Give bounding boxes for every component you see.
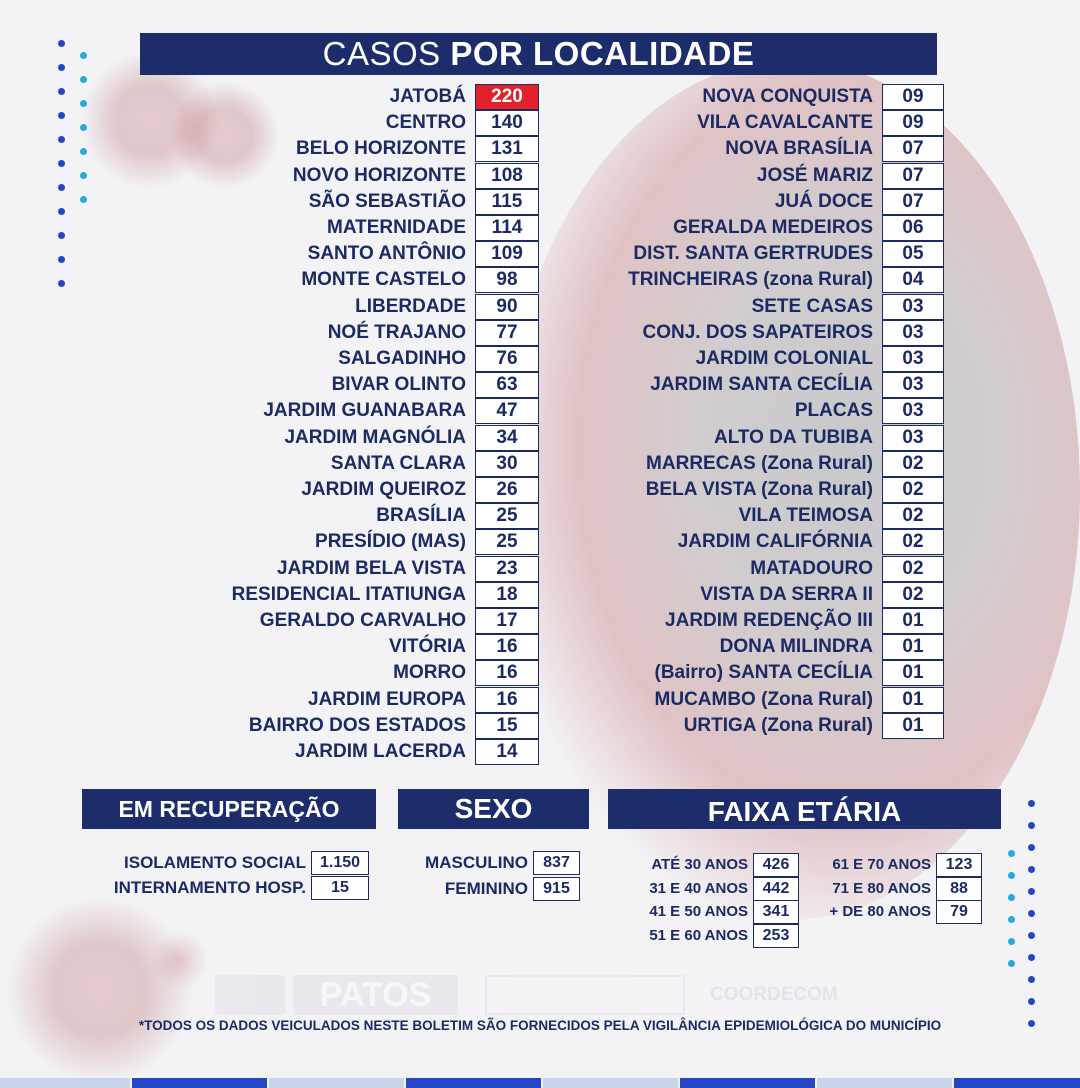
location-row: [0, 163, 924, 189]
case-count: 131: [475, 136, 539, 162]
location-name: 61 E 70 ANOS: [832, 856, 931, 873]
case-count: 03: [882, 294, 944, 320]
location-row: [0, 739, 518, 765]
dot: [1008, 872, 1015, 879]
location-name: MASCULINO: [425, 853, 528, 872]
location-name: DIST. SANTA GERTRUDES: [633, 243, 873, 265]
case-count: 114: [475, 215, 539, 241]
title-light: CASOS: [322, 35, 451, 72]
location-row: [0, 84, 924, 110]
case-count: 01: [882, 608, 944, 634]
location-name: JARDIM MAGNÓLIA: [284, 426, 466, 448]
location-row: [0, 556, 924, 582]
location-name: PLACAS: [794, 400, 873, 422]
location-row: [0, 713, 924, 739]
dot: [58, 64, 65, 71]
dot: [1008, 894, 1015, 901]
location-name: JOSÉ MARIZ: [756, 164, 873, 186]
case-count: 341: [753, 900, 799, 924]
faixa-heading: FAIXA ETÁRIA: [608, 789, 1001, 829]
location-name: VILA CAVALCANTE: [697, 112, 873, 134]
case-count: 01: [882, 713, 944, 739]
case-count: 76: [475, 346, 539, 372]
location-name: RESIDENCIAL ITATIUNGA: [231, 583, 466, 605]
case-count: 07: [882, 189, 944, 215]
dot: [1028, 910, 1035, 917]
case-count: 17: [475, 608, 539, 634]
case-count: 14: [475, 739, 539, 765]
location-name: SÃO SEBASTIÃO: [308, 190, 466, 212]
case-count: 09: [882, 84, 944, 110]
location-row: [0, 660, 924, 686]
case-count: 837: [533, 851, 580, 875]
location-name: (Bairro) SANTA CECÍLIA: [654, 662, 873, 684]
location-name: ATÉ 30 ANOS: [651, 856, 748, 873]
logo-patos: PATOS: [293, 975, 458, 1015]
location-row: [0, 320, 924, 346]
location-name: DONA MILINDRA: [719, 636, 873, 658]
case-count: 16: [475, 660, 539, 686]
location-name: MATERNIDADE: [327, 217, 466, 238]
location-row: [0, 110, 924, 136]
location-name: JARDIM EUROPA: [308, 688, 466, 710]
case-count: 25: [475, 529, 539, 555]
location-name: NOVO HORIZONTE: [292, 164, 466, 186]
case-count: 15: [475, 713, 539, 739]
bottom-strip: [0, 1078, 1080, 1088]
location-name: ISOLAMENTO SOCIAL: [124, 853, 306, 872]
sexo-heading: SEXO: [398, 789, 589, 829]
location-name: BRASÍLIA: [376, 505, 466, 527]
case-count: 98: [475, 267, 539, 293]
location-name: VITÓRIA: [388, 636, 466, 658]
location-name: 71 E 80 ANOS: [832, 879, 931, 897]
location-name: 31 E 40 ANOS: [649, 879, 748, 897]
case-count: 16: [475, 687, 539, 713]
case-count: 16: [475, 634, 539, 660]
location-name: NOÉ TRAJANO: [327, 321, 466, 343]
location-name: JARDIM LACERDA: [295, 741, 466, 762]
case-count: 02: [882, 451, 944, 477]
location-name: PRESÍDIO (MAS): [315, 531, 466, 553]
location-row: [0, 267, 924, 293]
location-name: FEMININO: [444, 879, 528, 898]
page-title: [140, 33, 937, 75]
case-count: 30: [475, 451, 539, 477]
case-count: 03: [882, 372, 944, 398]
location-name: ALTO DA TUBIBA: [713, 426, 873, 448]
case-count: 02: [882, 477, 944, 503]
dot: [1028, 800, 1035, 807]
case-count: 115: [475, 189, 539, 215]
dot: [1008, 916, 1015, 923]
location-name: JARDIM CALIFÓRNIA: [677, 531, 873, 553]
location-name: NOVA BRASÍLIA: [725, 138, 873, 160]
location-name: SANTO ANTÔNIO: [307, 243, 466, 265]
age-row: [0, 853, 973, 877]
case-count: 01: [882, 634, 944, 660]
location-row: [0, 215, 924, 241]
location-name: BIVAR OLINTO: [331, 374, 466, 396]
case-count: 26: [475, 477, 539, 503]
case-count: 01: [882, 687, 944, 713]
location-name: CONJ. DOS SAPATEIROS: [642, 321, 873, 343]
location-row: [0, 451, 924, 477]
location-name: URTIGA (Zona Rural): [683, 714, 873, 736]
location-name: CENTRO: [385, 112, 466, 134]
location-name: INTERNAMENTO HOSP.: [113, 878, 306, 897]
case-count: 03: [882, 425, 944, 451]
dot: [80, 52, 87, 59]
location-name: MARRECAS (Zona Rural): [646, 452, 873, 474]
location-row: [0, 425, 924, 451]
case-count: 915: [533, 877, 580, 901]
location-row: [0, 608, 924, 634]
location-name: GERALDA MEDEIROS: [673, 217, 873, 238]
case-count: 47: [475, 398, 539, 424]
case-count: 108: [475, 163, 539, 189]
dot: [1008, 850, 1015, 857]
location-name: GERALDO CARVALHO: [259, 610, 466, 631]
location-name: JUÁ DOCE: [774, 190, 873, 212]
location-name: MUCAMBO (Zona Rural): [654, 688, 873, 710]
case-count: 140: [475, 110, 539, 136]
location-name: JARDIM REDENÇÃO III: [665, 610, 873, 631]
location-row: [0, 136, 924, 162]
case-count: 06: [882, 215, 944, 241]
location-row: [0, 372, 924, 398]
case-count: 03: [882, 398, 944, 424]
dot: [1028, 888, 1035, 895]
case-count: 253: [753, 924, 799, 948]
location-name: MONTE CASTELO: [301, 269, 466, 291]
dot: [1028, 954, 1035, 961]
age-row: [0, 900, 968, 924]
case-count: 01: [882, 660, 944, 686]
logo-coordecom: COORDECOM: [710, 984, 838, 1005]
location-row: [0, 241, 924, 267]
dot: [1028, 976, 1035, 983]
case-count: 1.150: [311, 851, 369, 875]
location-name: BELA VISTA (Zona Rural): [645, 479, 873, 500]
location-name: JARDIM QUEIROZ: [301, 479, 466, 500]
case-count: 426: [753, 853, 799, 877]
dot: [1008, 960, 1015, 967]
location-row: [0, 503, 924, 529]
location-name: SALGADINHO: [338, 348, 466, 369]
case-count: 02: [882, 529, 944, 555]
dot: [1028, 866, 1035, 873]
location-name: JARDIM SANTA CECÍLIA: [650, 374, 873, 396]
case-count: 15: [311, 876, 369, 900]
case-count: 123: [936, 853, 982, 877]
dot: [58, 40, 65, 47]
location-row: [0, 529, 924, 555]
location-name: BAIRRO DOS ESTADOS: [248, 714, 466, 736]
case-count: 23: [475, 556, 539, 582]
dot: [1028, 932, 1035, 939]
footer-logos: [215, 975, 865, 1015]
location-name: JARDIM GUANABARA: [263, 400, 466, 422]
location-name: JARDIM BELA VISTA: [277, 557, 466, 579]
location-row: [0, 346, 924, 372]
case-count: 63: [475, 372, 539, 398]
case-count: 04: [882, 267, 944, 293]
city-crest-logo: [215, 975, 285, 1015]
recuperacao-heading: EM RECUPERAÇÃO: [82, 789, 376, 829]
case-count: 34: [475, 425, 539, 451]
location-name: + DE 80 ANOS: [829, 903, 931, 920]
location-name: JATOBÁ: [389, 86, 466, 107]
case-count: 03: [882, 320, 944, 346]
age-row: [0, 877, 968, 901]
case-count: 109: [475, 241, 539, 267]
case-count: 18: [475, 582, 539, 608]
case-count: 05: [882, 241, 944, 267]
dot: [1028, 998, 1035, 1005]
location-row: [0, 687, 924, 713]
case-count: 07: [882, 136, 944, 162]
case-count: 77: [475, 320, 539, 346]
case-count: 25: [475, 503, 539, 529]
location-name: SETE CASAS: [751, 295, 873, 317]
location-row: [0, 398, 924, 424]
case-count: 90: [475, 294, 539, 320]
location-name: 41 E 50 ANOS: [649, 903, 748, 920]
case-count: 02: [882, 556, 944, 582]
dot: [1028, 822, 1035, 829]
dot: [1028, 844, 1035, 851]
location-name: MATADOURO: [750, 557, 873, 579]
location-row: [0, 477, 924, 503]
case-count: 88: [936, 877, 982, 901]
location-name: MORRO: [393, 662, 466, 684]
location-row: [0, 189, 924, 215]
case-count: 79: [936, 900, 982, 924]
case-count: 220: [475, 84, 539, 110]
location-name: LIBERDADE: [355, 295, 466, 317]
age-row: [0, 924, 790, 948]
title-bold: POR LOCALIDADE: [450, 35, 755, 72]
location-name: TRINCHEIRAS (zona Rural): [628, 269, 873, 291]
location-row: [0, 634, 924, 660]
case-count: 442: [753, 877, 799, 901]
location-name: VISTA DA SERRA II: [700, 583, 873, 605]
case-count: 02: [882, 582, 944, 608]
case-count: 02: [882, 503, 944, 529]
location-name: JARDIM COLONIAL: [695, 348, 873, 369]
location-row: [0, 294, 924, 320]
location-row: [0, 582, 924, 608]
case-count: 07: [882, 163, 944, 189]
case-count: 03: [882, 346, 944, 372]
location-name: SANTA CLARA: [330, 452, 466, 474]
location-name: BELO HORIZONTE: [296, 138, 466, 160]
location-name: 51 E 60 ANOS: [649, 926, 748, 944]
location-name: NOVA CONQUISTA: [702, 86, 873, 107]
location-name: VILA TEIMOSA: [738, 505, 873, 527]
footnote: *TODOS OS DADOS VEICULADOS NESTE BOLETIM SÃO FORNECIDOS PELA VIGILÂNCIA EPIDEMIOLÓGICA DO MUNICÍPIO: [138, 1018, 942, 1033]
secretaria-logo: [485, 975, 685, 1015]
dot: [1008, 938, 1015, 945]
case-count: 09: [882, 110, 944, 136]
dot: [80, 76, 87, 83]
